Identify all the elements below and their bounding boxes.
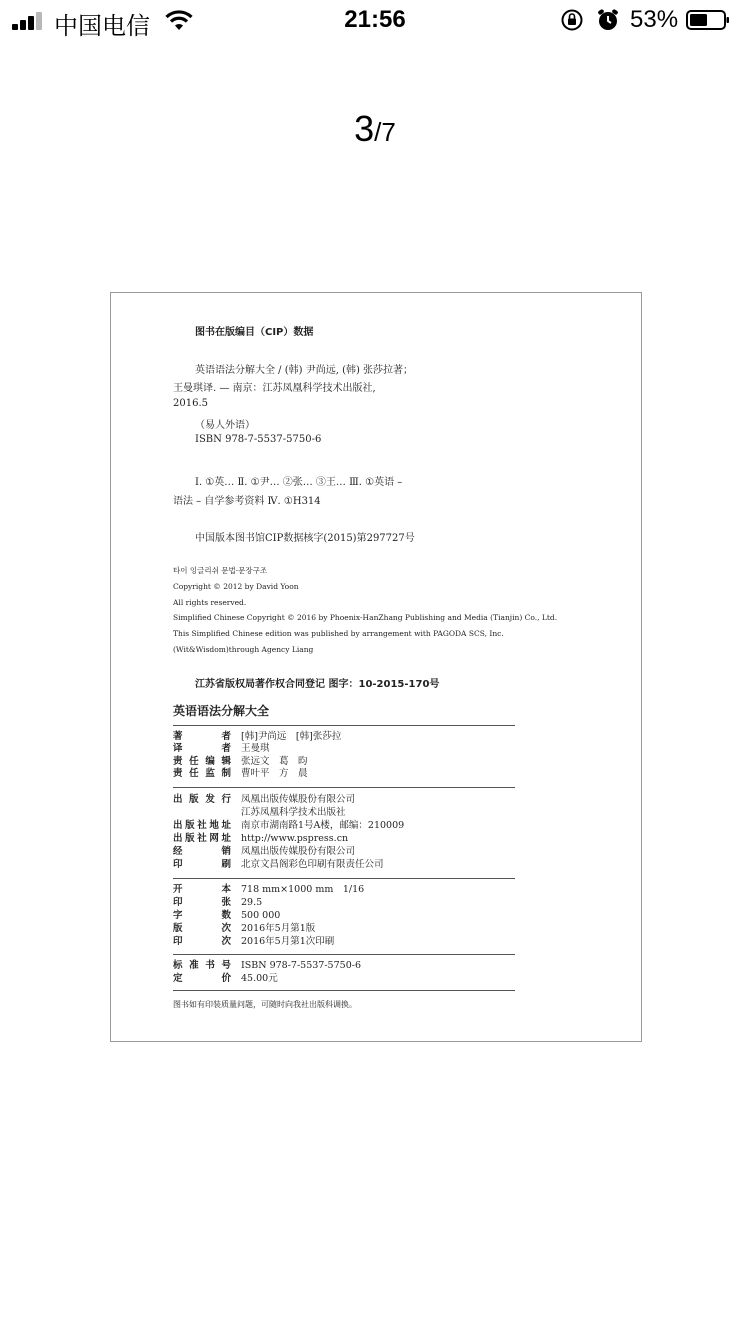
- copyright-line: Copyright © 2012 by David Yoon: [173, 582, 299, 591]
- cip-line: ISBN 978-7-5537-5750-6: [195, 434, 322, 445]
- info-value: 王曼琪: [241, 743, 270, 754]
- divider: [173, 954, 515, 955]
- info-label: 出版社网址: [173, 833, 231, 844]
- info-label: 版次: [173, 923, 231, 934]
- cip-line: 王曼琪译. — 南京：江苏凤凰科学技术出版社,: [173, 383, 376, 394]
- copyright-line: All rights reserved.: [173, 598, 247, 607]
- cip-line: Ⅰ. ①英… Ⅱ. ①尹… ②张… ③王… Ⅲ. ①英语 –: [195, 477, 403, 488]
- book-title: 英语语法分解大全: [173, 704, 270, 718]
- cip-line: 2016.5: [173, 398, 208, 409]
- info-row: [173, 807, 346, 819]
- rotation-lock-icon: [560, 8, 584, 32]
- info-label: 印张: [173, 897, 231, 908]
- info-value: 2016年5月第1次印刷: [241, 936, 335, 947]
- current-page: 3: [354, 108, 375, 149]
- cip-line: （易人外语）: [195, 420, 255, 431]
- info-row: [173, 960, 361, 972]
- document-page[interactable]: [110, 292, 642, 1042]
- info-value: ISBN 978-7-5537-5750-6: [241, 960, 361, 971]
- copyright-contract: 江苏省版权局著作权合同登记 图字：10-2015-170号: [195, 679, 440, 690]
- info-label: 责任编辑: [173, 756, 231, 767]
- info-row: [173, 846, 355, 858]
- divider: [173, 725, 515, 726]
- copyright-line: 타이 잉글리쉬 문법·문장구조: [173, 566, 268, 575]
- info-row: [173, 794, 355, 806]
- info-row: [173, 833, 348, 845]
- info-value: http://www.pspress.cn: [241, 833, 349, 844]
- info-label: 出版社地址: [173, 820, 231, 831]
- total-pages: /7: [374, 117, 396, 147]
- page-indicator: [0, 108, 750, 150]
- info-row: [173, 936, 334, 948]
- cip-line: 英语语法分解大全 / (韩) 尹尚远, (韩) 张莎拉著；: [195, 365, 414, 376]
- info-value: 29.5: [241, 897, 263, 908]
- info-row: [173, 859, 384, 871]
- cip-title: 图书在版编目（CIP）数据: [195, 327, 314, 338]
- info-row: [173, 820, 404, 832]
- info-value: 凤凰出版传媒股份有限公司: [241, 846, 356, 857]
- info-value: 北京文昌阁彩色印刷有限责任公司: [241, 859, 384, 870]
- info-value: [韩]尹尚远 [韩]张莎拉: [241, 731, 342, 742]
- info-label: 出版发行: [173, 794, 231, 805]
- info-label: 字数: [173, 910, 231, 921]
- info-value: 500 000: [241, 910, 281, 921]
- battery-percent: 53%: [630, 6, 679, 33]
- quality-notice: 图书如有印装质量问题，可随时向我社出版科调换。: [173, 1000, 357, 1009]
- info-row: [173, 910, 280, 922]
- copyright-line: (Wit&Wisdom)through Agency Liang: [173, 645, 314, 654]
- info-row: [173, 756, 308, 768]
- info-value: 45.00元: [241, 973, 278, 984]
- divider: [173, 787, 515, 788]
- clock: 21:56: [344, 6, 406, 33]
- info-value: 张远文 葛 昀: [241, 756, 308, 767]
- status-bar: [0, 0, 750, 40]
- info-label: 责任监制: [173, 768, 231, 779]
- cip-line: 语法 – 自学参考资料 Ⅳ. ①H314: [173, 496, 321, 507]
- info-label: 开本: [173, 884, 231, 895]
- info-label: 经销: [173, 846, 231, 857]
- info-value: 718 mm×1000 mm 1/16: [241, 884, 365, 895]
- battery-icon: [686, 10, 730, 30]
- info-row: [173, 768, 308, 780]
- info-row: [173, 731, 341, 743]
- cip-number: 中国版本图书馆CIP数据核字(2015)第297727号: [195, 533, 415, 544]
- info-label: 定价: [173, 973, 231, 984]
- info-row: [173, 743, 270, 755]
- divider: [173, 990, 515, 991]
- info-row: [173, 923, 315, 935]
- info-value: 凤凰出版传媒股份有限公司: [241, 794, 356, 805]
- carrier-name: 中国电信: [54, 12, 150, 40]
- copyright-line: Simplified Chinese Copyright © 2016 by Phoenix-HanZhang Publishing and Media (Tianjin) Co., Ltd.: [173, 613, 558, 622]
- info-label: 标准书号: [173, 960, 231, 971]
- info-value: 曹叶平 方 晨: [241, 768, 308, 779]
- info-label: 著者: [173, 731, 231, 742]
- info-row: [173, 973, 278, 985]
- info-row: [173, 884, 364, 896]
- info-value: 南京市湖南路1号A楼，邮编：210009: [241, 820, 405, 831]
- info-label: 译者: [173, 743, 231, 754]
- info-label: 印刷: [173, 859, 231, 870]
- alarm-icon: [596, 8, 620, 32]
- divider: [173, 878, 515, 879]
- info-value: 2016年5月第1版: [241, 923, 316, 934]
- info-value: 江苏凤凰科学技术出版社: [241, 807, 346, 818]
- copyright-line: This Simplified Chinese edition was published by arrangement with PAGODA SCS, Inc.: [173, 629, 504, 638]
- info-label: 印次: [173, 936, 231, 947]
- info-row: [173, 897, 262, 909]
